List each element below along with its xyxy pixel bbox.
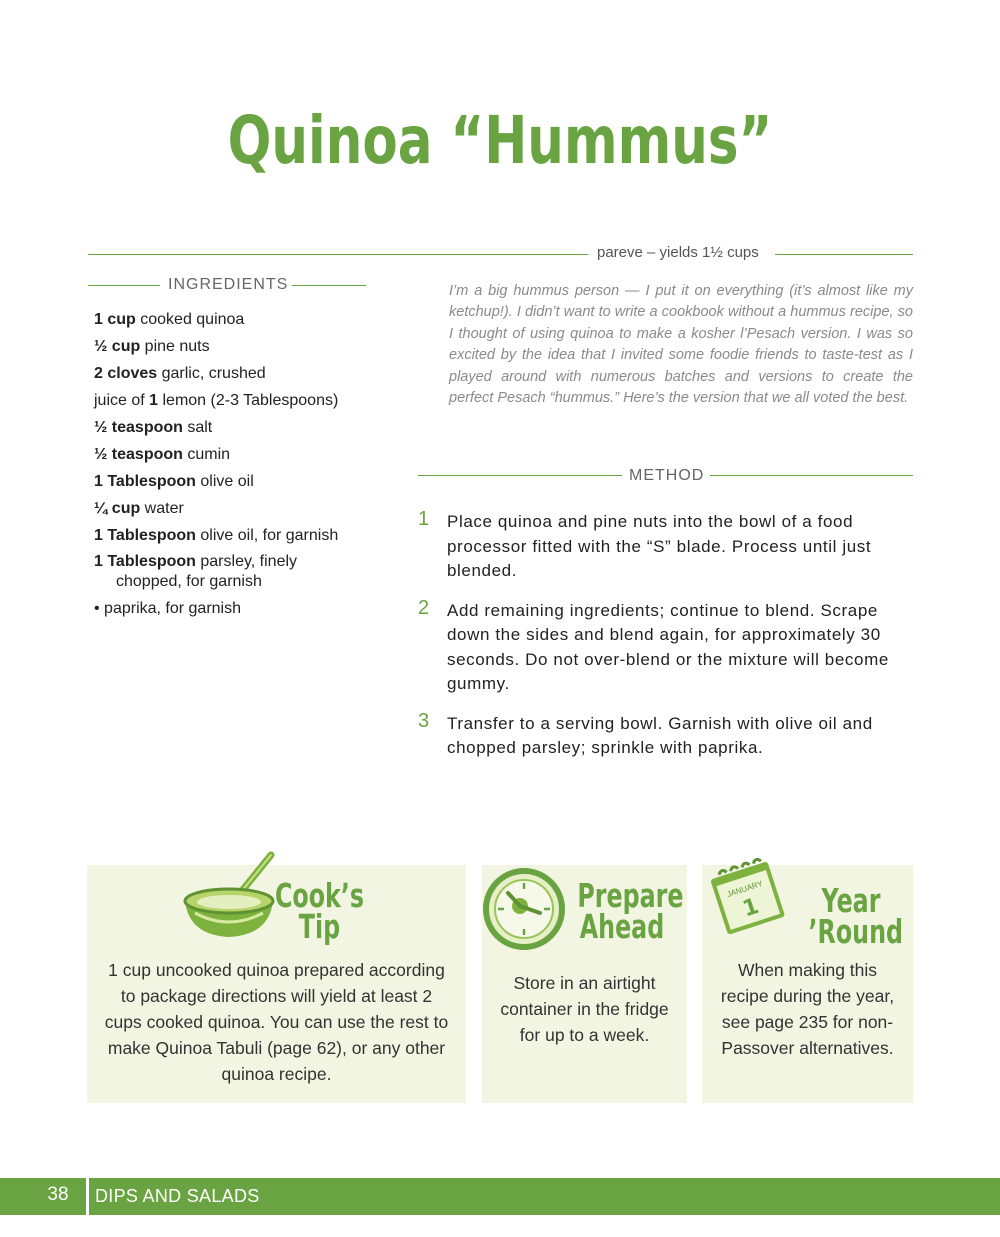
- ingredient-item: 1 cup cooked quinoa: [94, 311, 245, 328]
- ingredient-item: 1 Tablespoon parsley, finely chopped, for garnish: [94, 553, 298, 590]
- svg-text:1: 1: [739, 893, 763, 923]
- prepare-ahead-title: Prepare Ahead: [577, 876, 684, 946]
- step-text: Transfer to a serving bowl. Garnish with olive oil and chopped parsley; sprinkle with paprika.: [447, 713, 873, 757]
- ingredient-item: juice of 1 lemon (2-3 Tablespoons): [94, 392, 339, 409]
- year-round-title: Year ’Round: [808, 881, 904, 951]
- yield-text: pareve – yields 1½ cups: [597, 244, 759, 261]
- footer-divider: [86, 1178, 89, 1215]
- yield-rule-left: [88, 254, 588, 255]
- method-steps: [418, 510, 918, 776]
- yield-rule-right: [775, 254, 913, 255]
- ingredient-item: 1 Tablespoon olive oil: [94, 473, 254, 490]
- ingredients-rule-left: [88, 285, 160, 286]
- step-text: Place quinoa and pine nuts into the bowl of a food processor fitted with the “S” blade. Process until just blended.: [447, 512, 872, 580]
- method-step: [418, 510, 918, 584]
- ingredient-item: 2 cloves garlic, crushed: [94, 365, 266, 382]
- method-step: [418, 709, 918, 761]
- method-step: [418, 596, 918, 697]
- prepare-ahead-text: Store in an airtight container in the fridge for up to a week.: [500, 973, 669, 1045]
- cooks-tip-box: [87, 865, 466, 1103]
- ingredient-item: ½ teaspoon cumin: [94, 446, 231, 463]
- year-round-box: [702, 865, 913, 1103]
- method-heading: METHOD: [629, 467, 705, 484]
- intro-paragraph: I’m a big hummus person — I put it on everything (it’s almost like my ketchup!). I didn’t want to write a cookbook without a hummus recipe, so I thought of using quinoa to make a kosher l’Pesach version. I was so excited by the idea that I invited some foodie friends to taste-test as I played around with numerous batches and versions to create the perfect Pesach “hummus.” Here’s the version that we all voted the best.: [449, 283, 913, 407]
- step-number: 3: [418, 709, 430, 732]
- section-name: DIPS AND SALADS: [95, 1186, 260, 1206]
- ingredient-item: ½ teaspoon salt: [94, 419, 213, 436]
- bowl-whisk-icon: [179, 849, 279, 939]
- recipe-title: Quinoa “Hummus”: [227, 102, 773, 179]
- svg-text:JANUARY: JANUARY: [725, 878, 764, 900]
- ingredient-item: 1 Tablespoon olive oil, for garnish: [94, 527, 339, 544]
- ingredients-list: [94, 309, 414, 625]
- ingredient-item: ¼ cup water: [94, 500, 184, 517]
- ingredient-item: • paprika, for garnish: [94, 600, 242, 617]
- prepare-ahead-box: [482, 865, 687, 1103]
- method-rule-right: [710, 475, 913, 476]
- ingredients-heading: INGREDIENTS: [168, 276, 289, 293]
- clock-icon: [482, 867, 566, 951]
- step-text: Add remaining ingredients; continue to blend. Scrape down the sides and blend again, for approximately 30 seconds. Do not over-blend or the mixture will become gummy.: [447, 600, 889, 693]
- ingredients-rule-right: [292, 285, 366, 286]
- page-number: 38: [47, 1184, 69, 1205]
- ingredient-item: ½ cup pine nuts: [94, 338, 210, 355]
- cooks-tip-title: Cook’s Tip: [274, 876, 365, 946]
- calendar-icon: [706, 855, 790, 939]
- method-rule-left: [418, 475, 622, 476]
- year-round-text: When making this recipe during the year, see page 235 for non-Passover alternatives.: [720, 960, 895, 1058]
- step-number: 1: [418, 508, 430, 530]
- cooks-tip-text: 1 cup uncooked quinoa prepared according to package directions will yield at least 2 cups cooked quinoa. You can use the rest to make Quinoa Tabuli (page 62), or any other quinoa recipe.: [104, 960, 449, 1084]
- step-number: 2: [418, 596, 430, 619]
